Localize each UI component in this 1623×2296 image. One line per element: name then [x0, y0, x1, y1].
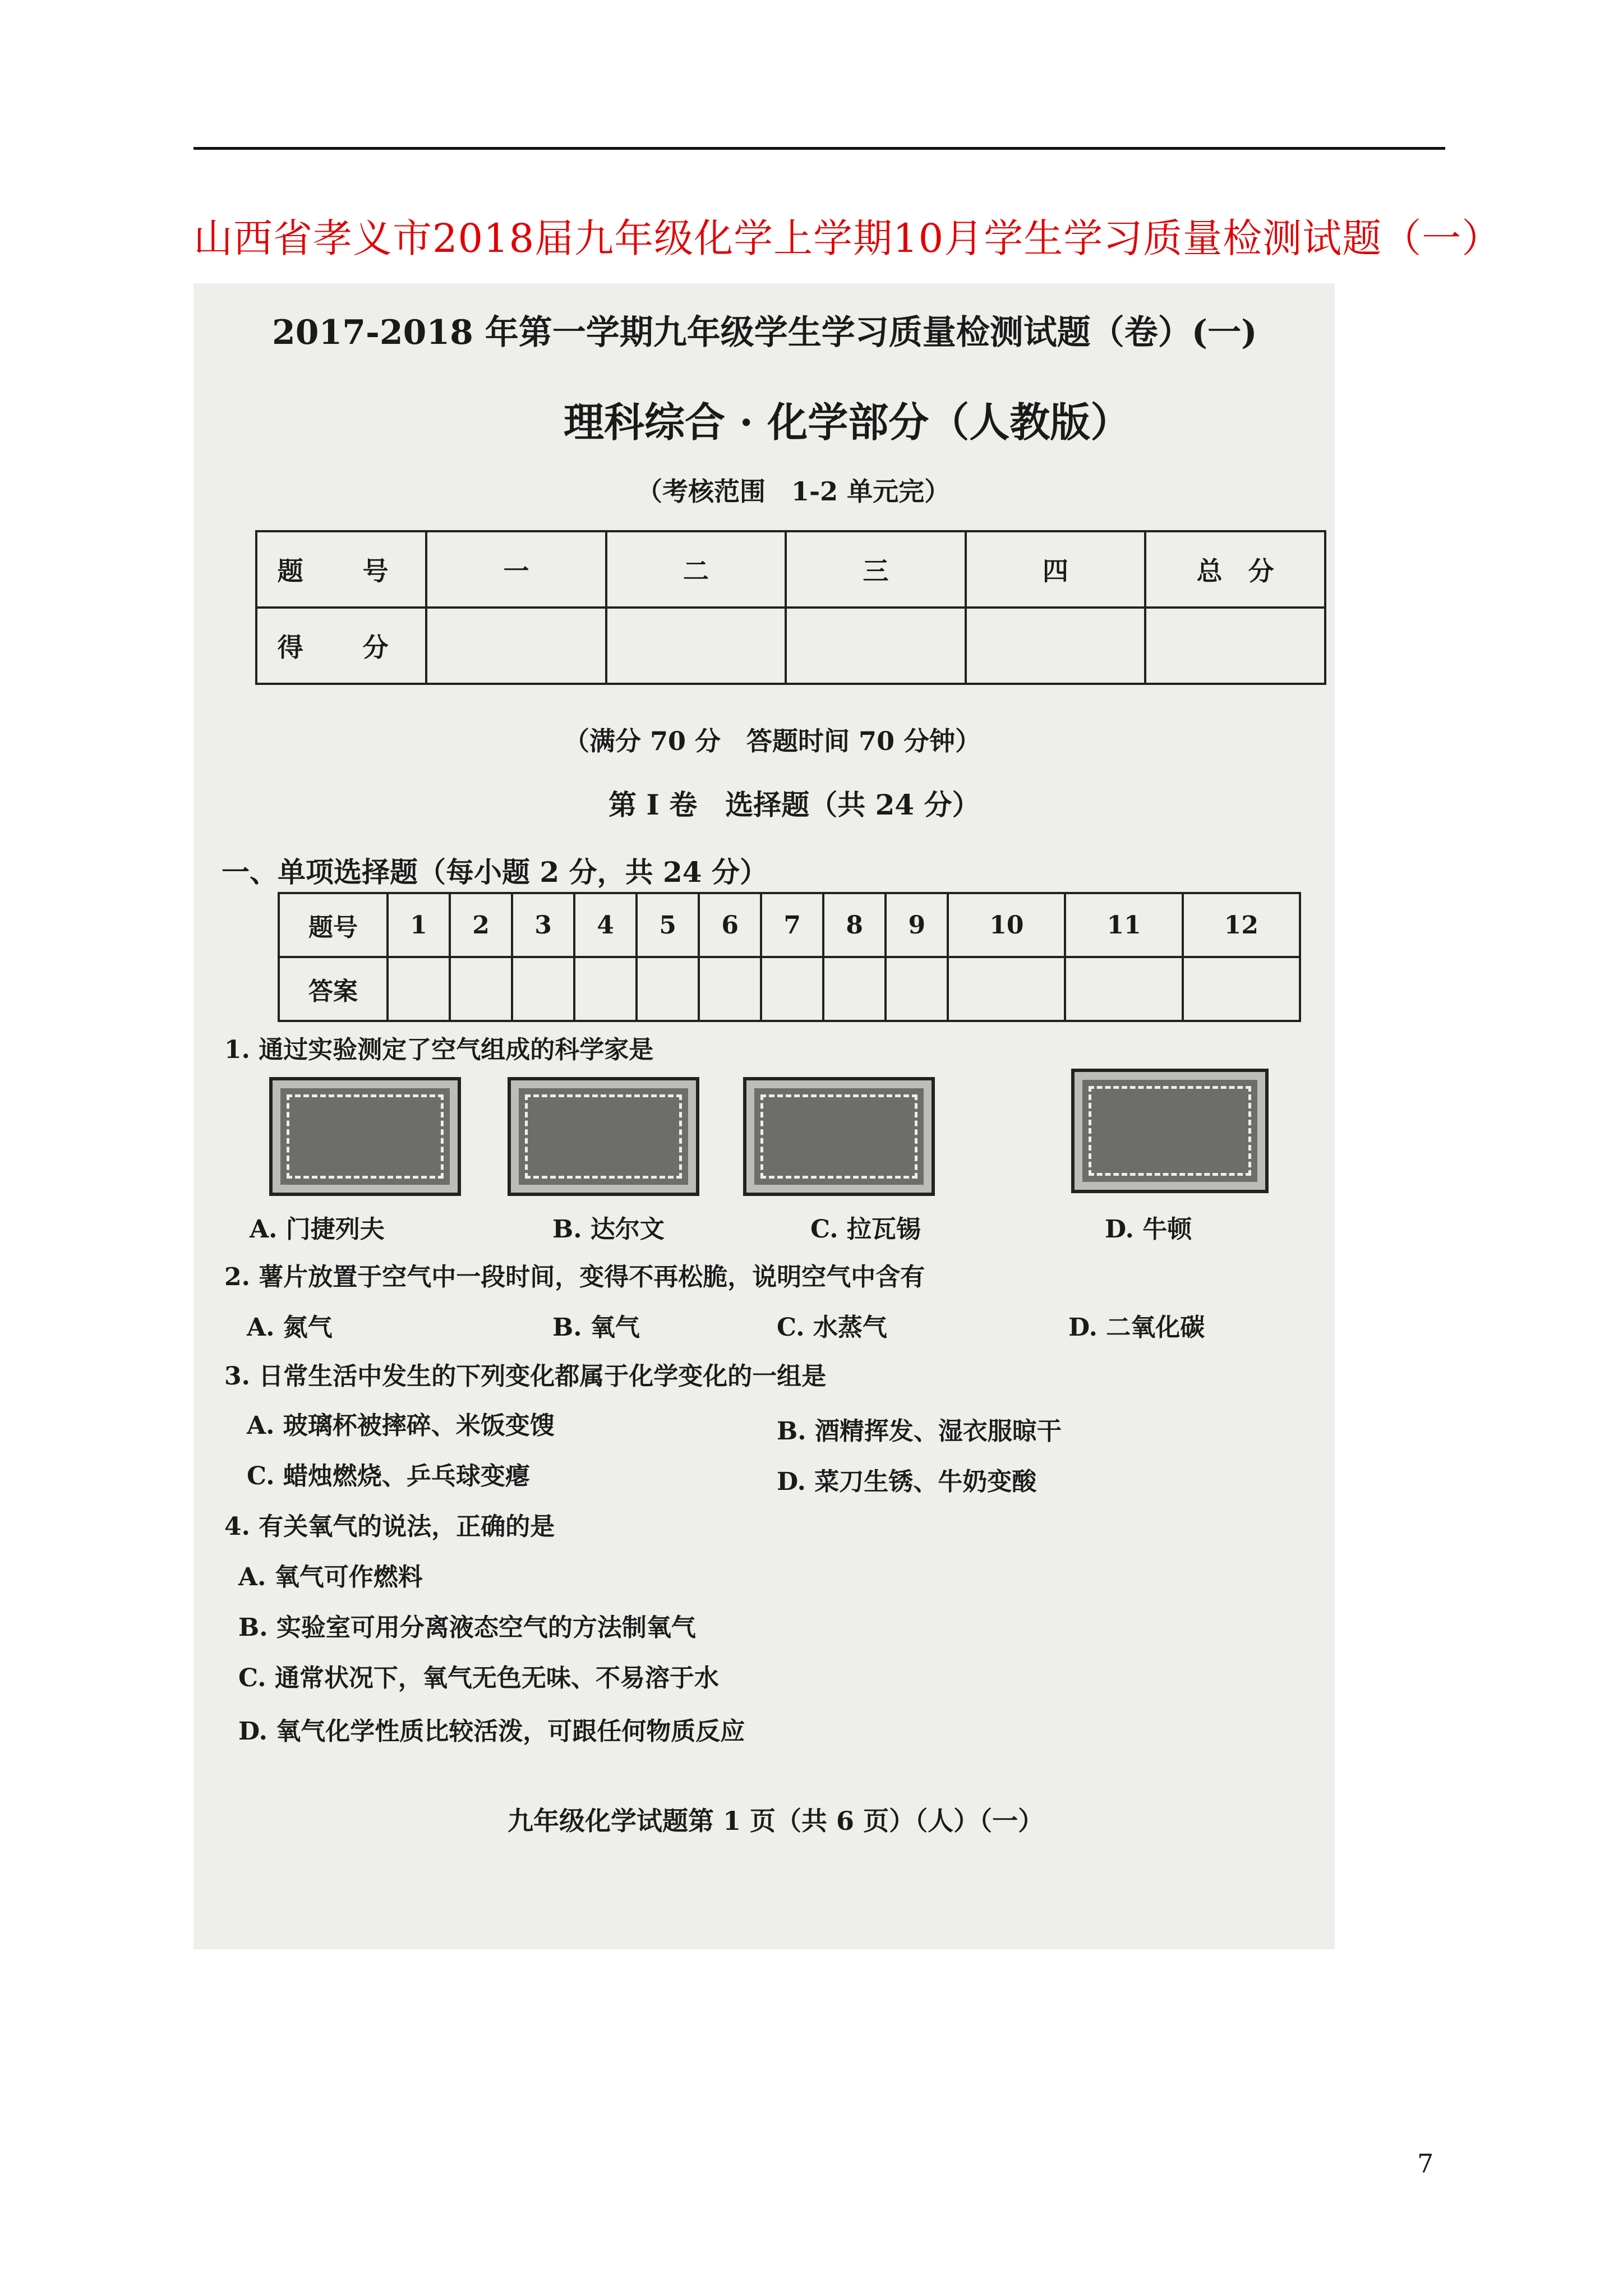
stamp-image-newton	[1071, 1069, 1269, 1193]
answer-table	[278, 892, 1301, 1022]
score-header-cell: 题 号	[256, 531, 426, 608]
answer-cell	[574, 957, 637, 1021]
question-number-cell: 9	[886, 893, 948, 957]
section1-title: 一、单项选择题（每小题 2 分，共 24 分）	[222, 855, 768, 889]
score-header-cell: 四	[966, 531, 1146, 608]
answer-cell	[1183, 957, 1300, 1021]
question-3-option-d: D. 菜刀生锈、牛奶变酸	[777, 1467, 1037, 1496]
question-number-cell: 3	[512, 893, 574, 957]
exam-page-footer: 九年级化学试题第 1 页（共 6 页）（人）（一）	[508, 1806, 1044, 1836]
answer-cell	[948, 957, 1065, 1021]
score-cell	[1145, 608, 1325, 684]
score-table-score-row	[256, 608, 1325, 684]
question-3-option-b: B. 酒精挥发、湿衣服晾干	[777, 1417, 1062, 1446]
score-table	[255, 530, 1326, 685]
score-cell	[606, 608, 786, 684]
stamp-image-darwin	[508, 1077, 699, 1196]
question-4-option-b: B. 实验室可用分离液态空气的方法制氧气	[238, 1613, 696, 1642]
question-1-option-d: D. 牛顿	[1105, 1215, 1192, 1244]
question-2-option-c: C. 水蒸气	[777, 1313, 887, 1342]
question-4-stem: 4. 有关氧气的说法，正确的是	[224, 1512, 555, 1541]
question-3-stem: 3. 日常生活中发生的下列变化都属于化学变化的一组是	[224, 1362, 827, 1391]
question-1-stem: 1. 通过实验测定了空气组成的科学家是	[224, 1036, 654, 1064]
stamp-image-lavoisier	[743, 1077, 935, 1196]
question-number-cell: 10	[948, 893, 1065, 957]
question-4-option-c: C. 通常状况下，氧气无色无味、不易溶于水	[238, 1664, 719, 1692]
answer-cell	[450, 957, 512, 1021]
answer-cell	[512, 957, 574, 1021]
question-3-option-a: A. 玻璃杯被摔碎、米饭变馊	[247, 1411, 555, 1440]
answer-cell	[761, 957, 823, 1021]
question-2-stem: 2. 薯片放置于空气中一段时间，变得不再松脆，说明空气中含有	[224, 1263, 925, 1291]
answer-cell	[699, 957, 761, 1021]
answer-cell	[388, 957, 450, 1021]
exam-header: 2017-2018 年第一学期九年级学生学习质量检测试题（卷）(一)	[272, 313, 1257, 352]
question-2-option-a: A. 氮气	[247, 1313, 333, 1342]
full-mark-note: （满分 70 分 答题时间 70 分钟）	[564, 726, 981, 756]
answer-cell	[1065, 957, 1182, 1021]
document-title: 山西省孝义市2018届九年级化学上学期10月学生学习质量检测试题（一）	[193, 215, 1502, 261]
score-cell	[786, 608, 966, 684]
top-rule	[193, 147, 1445, 150]
score-table-header-row	[256, 531, 1325, 608]
question-4-option-a: A. 氧气可作燃料	[238, 1563, 423, 1591]
page-number: 7	[1417, 2148, 1434, 2179]
question-1-option-a: A. 门捷列夫	[250, 1215, 385, 1244]
answer-cell	[637, 957, 699, 1021]
answer-header-label: 题号	[279, 893, 388, 957]
question-number-cell: 2	[450, 893, 512, 957]
question-number-cell: 8	[823, 893, 886, 957]
score-cell	[426, 608, 606, 684]
answer-table-answer-row	[279, 957, 1300, 1021]
answer-row-label: 答案	[279, 957, 388, 1021]
score-header-cell: 三	[786, 531, 966, 608]
answer-cell	[886, 957, 948, 1021]
question-1-option-b: B. 达尔文	[552, 1215, 665, 1244]
question-number-cell: 5	[637, 893, 699, 957]
score-row-label: 得 分	[256, 608, 426, 684]
answer-cell	[823, 957, 886, 1021]
question-number-cell: 12	[1183, 893, 1300, 957]
part1-title: 第 I 卷 选择题（共 24 分）	[608, 788, 980, 821]
score-cell	[966, 608, 1146, 684]
stamp-image-mendeleev	[269, 1077, 461, 1196]
question-2-option-b: B. 氧气	[552, 1313, 640, 1342]
answer-table-number-row	[279, 893, 1300, 957]
question-1-option-c: C. 拉瓦锡	[810, 1215, 921, 1244]
question-4-option-d: D. 氧气化学性质比较活泼，可跟任何物质反应	[238, 1717, 745, 1746]
question-number-cell: 4	[574, 893, 637, 957]
exam-scope: （考核范围 1-2 单元完）	[637, 476, 951, 507]
question-number-cell: 6	[699, 893, 761, 957]
subject-title: 理科综合 · 化学部分（人教版）	[564, 398, 1131, 446]
question-number-cell: 7	[761, 893, 823, 957]
question-3-option-c: C. 蜡烛燃烧、乒乓球变瘪	[247, 1462, 530, 1490]
question-number-cell: 1	[388, 893, 450, 957]
question-number-cell: 11	[1065, 893, 1182, 957]
score-header-cell: 二	[606, 531, 786, 608]
scanned-exam-page	[193, 283, 1335, 1949]
score-header-cell: 总 分	[1145, 531, 1325, 608]
question-2-option-d: D. 二氧化碳	[1068, 1313, 1205, 1342]
score-header-cell: 一	[426, 531, 606, 608]
